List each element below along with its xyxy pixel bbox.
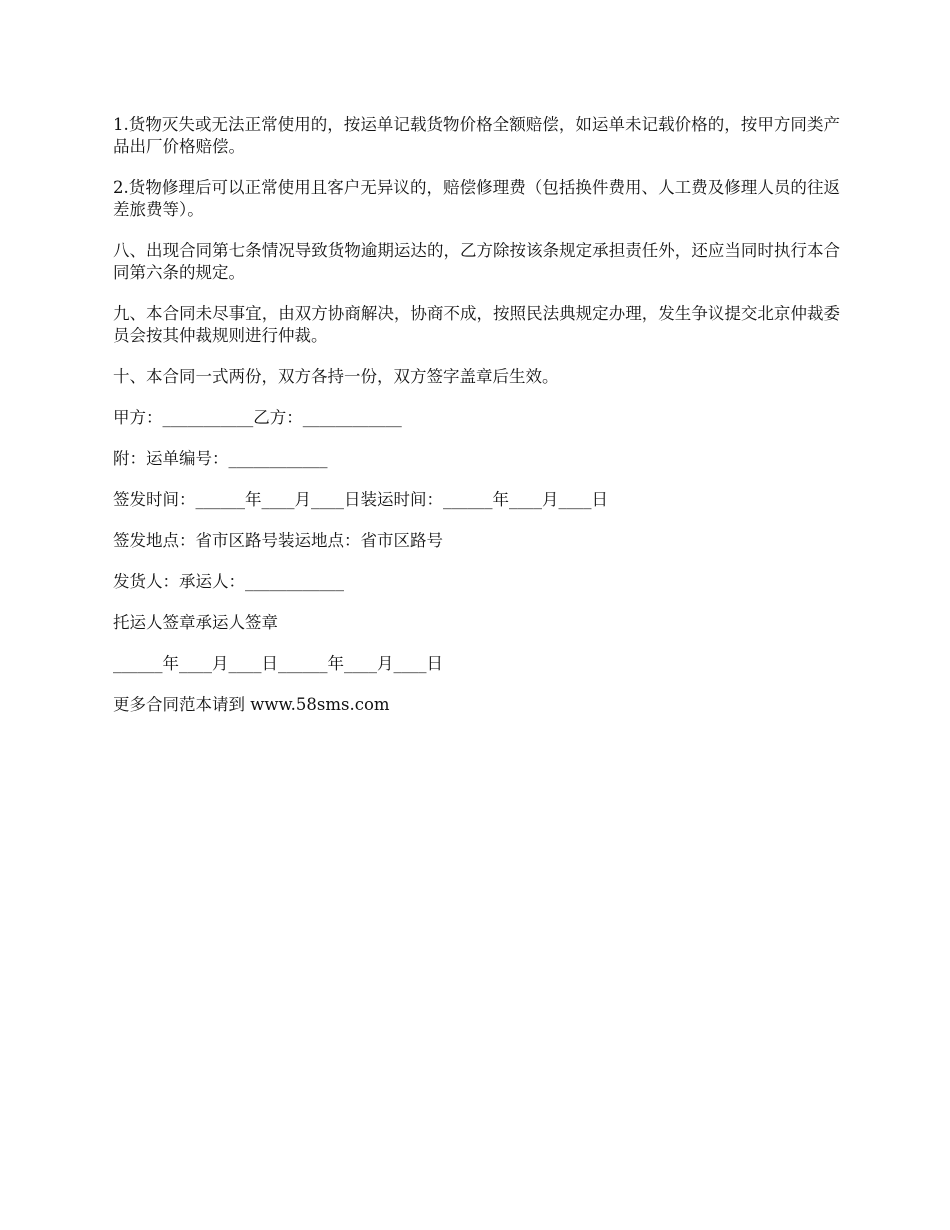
issue-place-line: 签发地点：省市区路号装运地点：省市区路号 xyxy=(113,531,443,550)
signature-date-line: ______年____月____日______年____月____日 xyxy=(113,654,443,673)
waybill-number-line: 附：运单编号：____________ xyxy=(113,449,328,468)
clause-ten: 十、本合同一式两份，双方各持一份，双方签字盖章后生效。 xyxy=(113,367,559,386)
clause-compensation-loss: 1.货物灭失或无法正常使用的，按运单记载货物价格全额赔偿，如运单未记载价格的，按甲方同类产品出厂价格赔偿。 xyxy=(113,115,840,156)
clause-compensation-repair: 2.货物修理后可以正常使用且客户无异议的，赔偿修理费（包括换件费用、人工费及修理人员的往返差旅费等）。 xyxy=(113,178,840,219)
clause-eight: 八、出现合同第七条情况导致货物逾期运达的，乙方除按该条规定承担责任外，还应当同时执行本合同第六条的规定。 xyxy=(113,241,840,282)
shipper-carrier-line: 发货人：承运人：____________ xyxy=(113,572,344,591)
document-body xyxy=(113,114,840,735)
party-signature-line: 甲方：___________乙方：____________ xyxy=(113,408,402,427)
footer-more-templates: 更多合同范本请到 www.58sms.com xyxy=(113,695,390,714)
clause-nine: 九、本合同未尽事宜，由双方协商解决，协商不成，按照民法典规定办理，发生争议提交北京仲裁委员会按其仲裁规则进行仲裁。 xyxy=(113,304,840,345)
issue-date-line: 签发时间：______年____月____日装运时间：______年____月____日 xyxy=(113,490,608,509)
signature-stamp-line: 托运人签章承运人签章 xyxy=(113,613,278,632)
